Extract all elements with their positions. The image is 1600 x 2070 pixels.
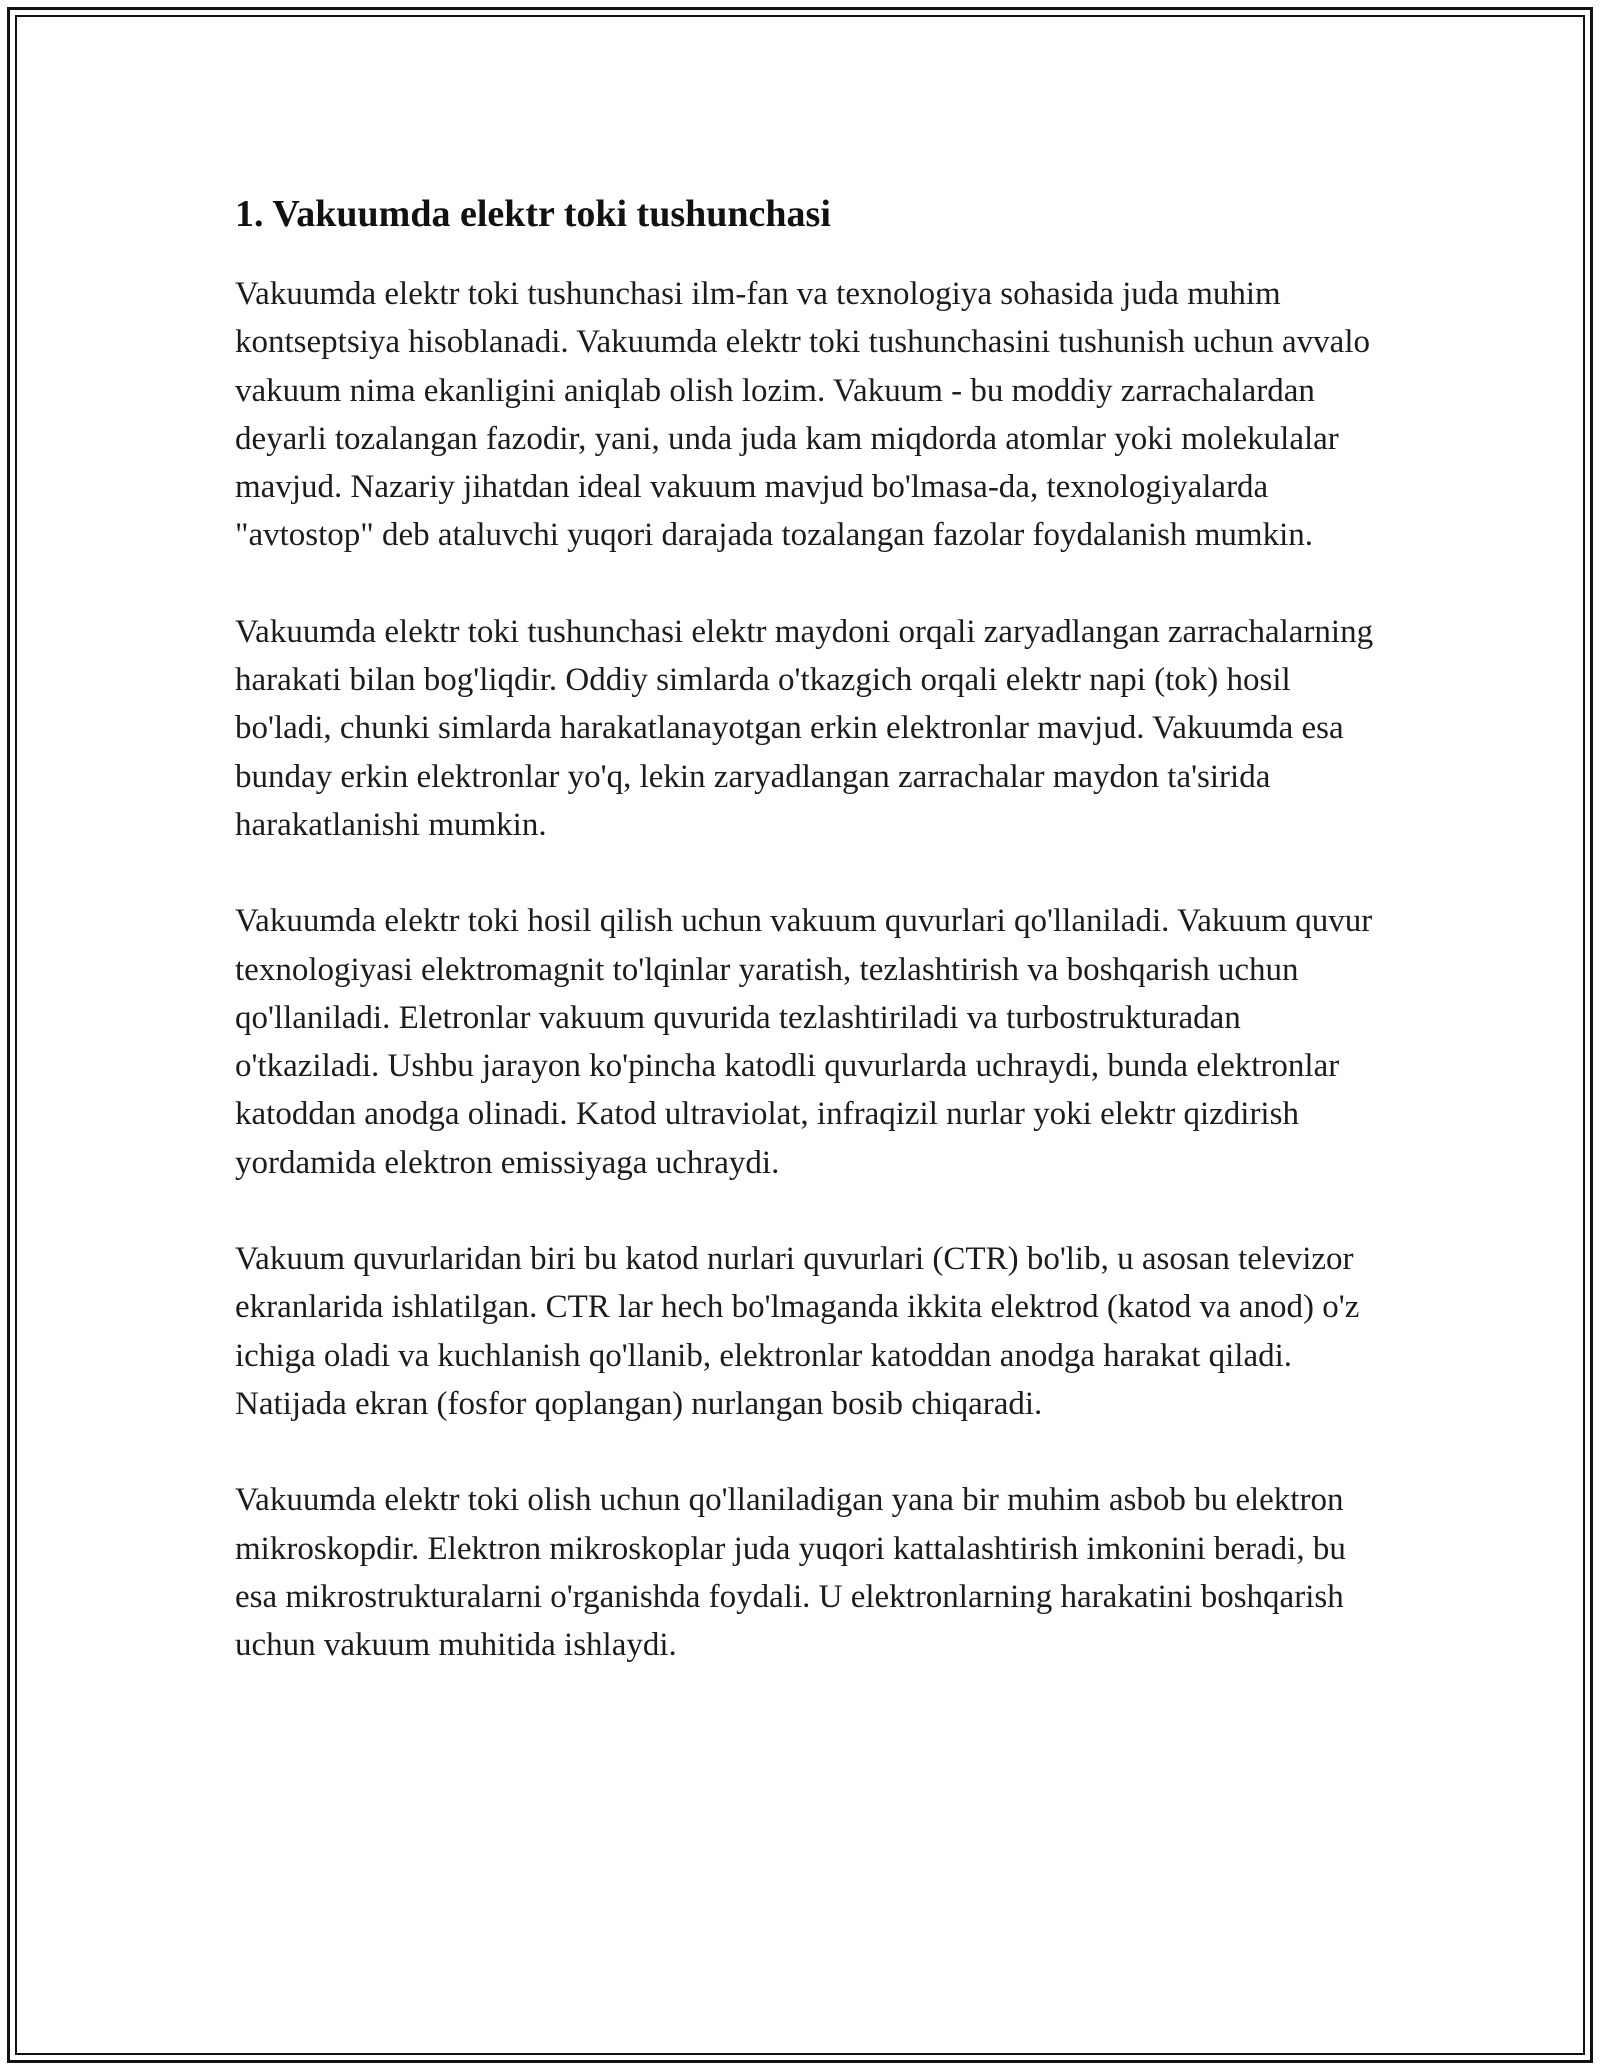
paragraph-2: Vakuumda elektr toki tushunchasi elektr maydoni orqali zaryadlangan zarrachalarning harakati bilan bog'liqdir. Oddiy simlarda o'tkazgich orqali elektr napi (tok) hosil bo'ladi, chunki simlarda harakatlanayotgan erkin elektronlar mavjud. Vakuumda esa bunday erkin elektronlar yo'q, lekin zaryadlangan zarrachalar maydon ta'sirida harakatlanishi mumkin. [235, 613, 1374, 843]
paragraph-3: Vakuumda elektr toki hosil qilish uchun vakuum quvurlari qo'llaniladi. Vakuum quvur texnologiyasi elektromagnit to'lqinlar yaratish, tezlashtirish va boshqarish uchun qo'llaniladi. Eletronlar vakuum quvurida tezlashtiriladi va turbostrukturadan o'tkaziladi. Ushbu jarayon ko'pincha katodli quvurlarda uchraydi, bunda elektronlar katoddan anodga olinadi. Katod ultraviolat, infraqizil nurlar yoki elektr qizdirish yordamida elektron emissiyaga uchraydi. [235, 903, 1373, 1181]
paragraph-4: Vakuum quvurlaridan biri bu katod nurlari quvurlari (CTR) bo'lib, u asosan televizor ekranlarida ishlatilgan. CTR lar hech bo'lmaganda ikkita elektrod (katod va anod) o'z ichiga oladi va kuchlanish qo'llanib, elektronlar katoddan anodga harakat qiladi. Natijada ekran (fosfor qoplangan) nurlangan bosib chiqaradi. [235, 1241, 1360, 1422]
paragraph-1: Vakuumda elektr toki tushunchasi ilm-fan va texnologiya sohasida juda muhim kontseptsiya hisoblanadi. Vakuumda elektr toki tushunchasini tushunish uchun avvalo vakuum nima ekanligini aniqlab olish lozim. Vakuum - bu moddiy zarrachalardan deyarli tozalangan fazodir, yani, unda juda kam miqdorda atomlar yoki molekulalar mavjud. Nazariy jihatdan ideal vakuum mavjud bo'lmasa-da, texnologiyalarda "avtostop" deb ataluvchi yuqori darajada tozalangan fazolar foydalanish mumkin. [235, 276, 1370, 554]
paragraph-5: Vakuumda elektr toki olish uchun qo'llaniladigan yana bir muhim asbob bu elektron mikroskopdir. Elektron mikroskoplar juda yuqori kattalashtirish imkonini beradi, bu esa mikrostrukturalarni o'rganishda foydali. U elektronlarning harakatini boshqarish uchun vakuum muhitida ishlaydi. [235, 1482, 1346, 1664]
document-body [235, 190, 1375, 1717]
section-title: 1. Vakuumda elektr toki tushunchasi [235, 193, 831, 235]
